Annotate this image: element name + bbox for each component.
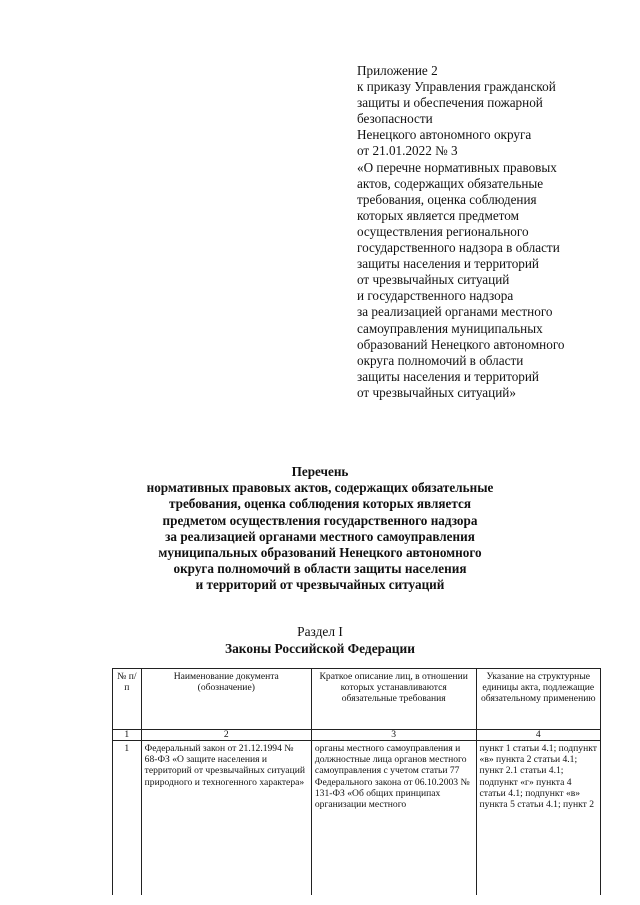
title-line: нормативных правовых актов, содержащих обязательные [146, 480, 494, 496]
appendix-line: за реализацией органами местного [357, 304, 553, 320]
header-persons: Краткое описание лиц, в отношении которых устанавливаются обязательные требования [311, 669, 476, 730]
appendix-line: округа полномочий в области [357, 352, 524, 368]
title-line: муниципальных образований Ненецкого автономного [158, 545, 482, 561]
title-line: требования, оценка соблюдения которых является [168, 496, 472, 512]
appendix-line: образований Ненецкого автономного [357, 336, 565, 352]
title-line: за реализацией органами местного самоуправления [165, 528, 475, 544]
table-header-row [113, 669, 601, 730]
appendix-line: от чрезвычайных ситуаций [357, 272, 510, 288]
appendix-line: Ненецкого автономного округа [357, 127, 532, 143]
column-number: 1 [113, 730, 142, 741]
column-number: 3 [311, 730, 476, 741]
column-number: 4 [476, 730, 600, 741]
title-line: предметом осуществления государственного надзора [162, 512, 478, 528]
header-structural-units: Указание на структурные единицы акта, подлежащие обязательному применению [476, 669, 600, 730]
row-structural-units: пункт 1 статьи 4.1; подпункт «в» пункта 2 статьи 4.1; пункт 2.1 статьи 4.1; подпункт «г» пункта 4 статьи 4.1; подпункт «в» пункта 5 статьи 4.1; пункт 2 [476, 741, 600, 896]
appendix-line: безопасности [357, 111, 433, 127]
appendix-line: защиты населения и территорий [357, 256, 539, 272]
section-header [0, 623, 640, 657]
title-line: округа полномочий в области защиты населения [173, 561, 467, 577]
appendix-header [357, 63, 627, 401]
appendix-line: Приложение 2 [357, 63, 438, 78]
appendix-line: защиты населения и территорий [357, 368, 539, 384]
appendix-line: государственного надзора в области [357, 240, 560, 256]
section-heading: Законы Российской Федерации [225, 641, 415, 656]
appendix-line: от 21.01.2022 № 3 [357, 143, 458, 159]
appendix-line: от чрезвычайных ситуаций» [357, 384, 516, 400]
appendix-line: самоуправления муниципальных [357, 320, 543, 336]
header-document-name: Наименование документа (обозначение) [141, 669, 311, 730]
appendix-line: требования, оценка соблюдения [357, 191, 537, 207]
column-numbers-row [113, 730, 601, 741]
title-line: Перечень [291, 464, 349, 479]
document-title [0, 464, 640, 594]
row-persons: органы местного самоуправления и должностные лица органов местного самоуправления с учетом статьи 77 Федерального закона от 06.10.2003 № 131-ФЗ «Об общих принципах организации местного [311, 741, 476, 896]
header-number: № п/п [113, 669, 142, 730]
appendix-line: «О перечне нормативных правовых [357, 159, 557, 175]
appendix-line: актов, содержащих обязательные [357, 175, 544, 191]
row-number: 1 [113, 741, 142, 896]
appendix-line: осуществления регионального [357, 223, 529, 239]
title-line: и территорий от чрезвычайных ситуаций [195, 577, 445, 593]
column-number: 2 [141, 730, 311, 741]
table-row [113, 741, 601, 896]
appendix-line: и государственного надзора [357, 288, 514, 304]
section-label: Раздел I [297, 624, 343, 639]
laws-table [112, 668, 601, 895]
appendix-line: которых является предметом [357, 207, 519, 223]
appendix-line: защиты и обеспечения пожарной [357, 95, 543, 111]
row-document-name: Федеральный закон от 21.12.1994 № 68-ФЗ «О защите населения и территорий от чрезвычайных ситуаций природного и техногенного характера» [141, 741, 311, 896]
appendix-line: к приказу Управления гражданской [357, 79, 556, 95]
